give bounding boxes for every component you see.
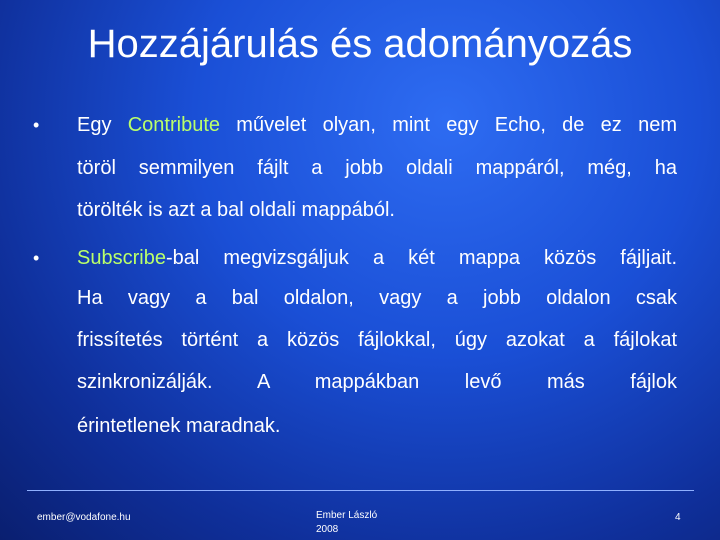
footer-year: 2008 <box>316 524 339 535</box>
contribute-term: Contribute <box>127 114 221 136</box>
slide-title: Hozzájárulás és adományozás <box>87 22 633 66</box>
footer-divider <box>27 490 694 491</box>
bullet-2-line-2: Ha vagy a bal oldalon, vagy a jobb oldalon csak <box>77 287 677 309</box>
bullet-2-line-5: érintetlenek maradnak. <box>77 415 281 437</box>
bullet-1-line-2: töröl semmilyen fájlt a jobb oldali mappáról, még, ha <box>77 157 677 179</box>
bullet-2-line-3: frissítetés történt a közös fájlokkal, úgy azokat a fájlokat <box>77 329 677 351</box>
footer-email: ember@vodafone.hu <box>37 512 131 523</box>
bullet-marker: • <box>33 115 40 135</box>
subscribe-term: Subscribe <box>77 247 166 269</box>
bullet-2-line-1: Subscribe-bal megvizsgáljuk a két mappa közös fájljait. <box>77 247 677 269</box>
footer-author: Ember László <box>316 510 378 521</box>
page-number: 4 <box>675 512 681 523</box>
bullet-marker: • <box>33 248 40 268</box>
bullet-1-line-1: Egy Contribute művelet olyan, mint egy Echo, de ez nem <box>77 114 677 136</box>
bullet-1-line-3: törölték is azt a bal oldali mappából. <box>77 199 395 221</box>
bullet-2-line-4: szinkronizálják. A mappákban levő más fájlok <box>77 371 677 393</box>
